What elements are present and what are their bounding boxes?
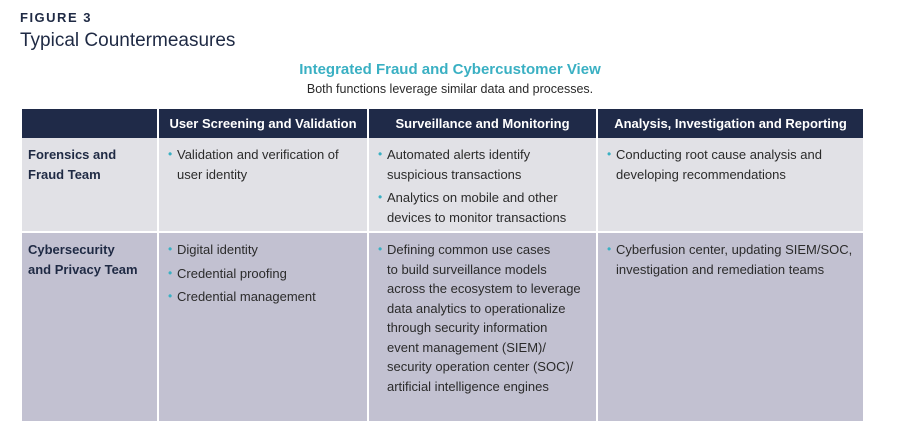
view-subtitle: Both functions leverage similar data and processes. <box>306 82 594 96</box>
bullet-icon: • <box>607 147 612 161</box>
row-header <box>22 231 157 421</box>
bullet-icon: • <box>168 147 173 161</box>
list-item-line: devices to monitor transactions <box>387 209 567 225</box>
list-item-line: Analytics on mobile and other <box>387 190 558 205</box>
column-header-surveillance: Surveillance and Monitoring <box>367 109 596 138</box>
analysis-cell <box>596 138 863 231</box>
list-item-line: across the ecosystem to leverage <box>387 281 581 296</box>
row-header <box>22 138 157 231</box>
bullet-list <box>378 145 588 227</box>
list-item-line: Validation and verification of <box>177 147 339 162</box>
list-item <box>607 145 855 184</box>
list-item <box>168 264 359 284</box>
list-item-line: suspicious transactions <box>387 166 522 182</box>
list-item <box>168 240 359 260</box>
list-item-line: investigation and remediation teams <box>616 261 825 277</box>
user-screening-cell <box>157 231 367 421</box>
list-item-line: artificial intelligence engines <box>387 378 549 394</box>
column-header-corner <box>22 109 157 138</box>
list-item-line: developing recommendations <box>616 166 786 182</box>
bullet-icon: • <box>378 242 383 256</box>
list-item-line: event management (SIEM)/ <box>387 339 546 355</box>
surveillance-cell <box>367 138 596 231</box>
bullet-icon: • <box>607 242 612 256</box>
bullet-list <box>168 145 359 184</box>
list-item-line: security operation center (SOC)/ <box>387 359 574 374</box>
figure-title: Typical Countermeasures <box>20 30 236 51</box>
row-header-line: Fraud Team <box>28 166 101 182</box>
view-title: Integrated Fraud and Cybercustomer View <box>299 61 601 78</box>
column-header-analysis: Analysis, Investigation and Reporting <box>596 109 863 138</box>
list-item-line: Credential management <box>177 289 316 304</box>
bullet-icon: • <box>378 190 383 204</box>
list-item-line: Cyberfusion center, updating SIEM/SOC, <box>616 242 853 257</box>
bullet-icon: • <box>168 265 173 280</box>
list-item <box>607 240 855 279</box>
row-header-line: and Privacy Team <box>28 261 138 277</box>
bullet-icon: • <box>168 242 173 256</box>
list-item <box>378 145 588 184</box>
bullet-list <box>607 240 855 279</box>
countermeasures-table <box>22 109 863 421</box>
list-item <box>378 188 588 227</box>
figure-label: FIGURE 3 <box>20 10 92 25</box>
list-item <box>168 145 359 184</box>
bullet-list <box>168 240 359 307</box>
analysis-cell <box>596 231 863 421</box>
list-item-line: Automated alerts identify <box>387 147 531 162</box>
bullet-icon: • <box>168 289 173 303</box>
list-item <box>378 240 588 396</box>
column-header-user-screening: User Screening and Validation <box>157 109 367 138</box>
list-item-line: user identity <box>177 166 248 182</box>
bullet-list <box>378 240 588 396</box>
list-item-line: through security information <box>387 320 548 335</box>
list-item-line: data analytics to operationalize <box>387 300 566 316</box>
row-header-line: Forensics and <box>28 147 117 162</box>
surveillance-cell <box>367 231 596 421</box>
user-screening-cell <box>157 138 367 231</box>
list-item-line: to build surveillance models <box>387 261 547 277</box>
bullet-icon: • <box>378 147 383 161</box>
list-item-line: Conducting root cause analysis and <box>616 147 822 162</box>
list-item <box>168 287 359 307</box>
list-item-line: Credential proofing <box>177 265 287 281</box>
list-item-line: Defining common use cases <box>387 242 551 257</box>
list-item-line: Digital identity <box>177 242 258 257</box>
row-header-line: Cybersecurity <box>28 242 115 257</box>
bullet-list <box>607 145 855 184</box>
